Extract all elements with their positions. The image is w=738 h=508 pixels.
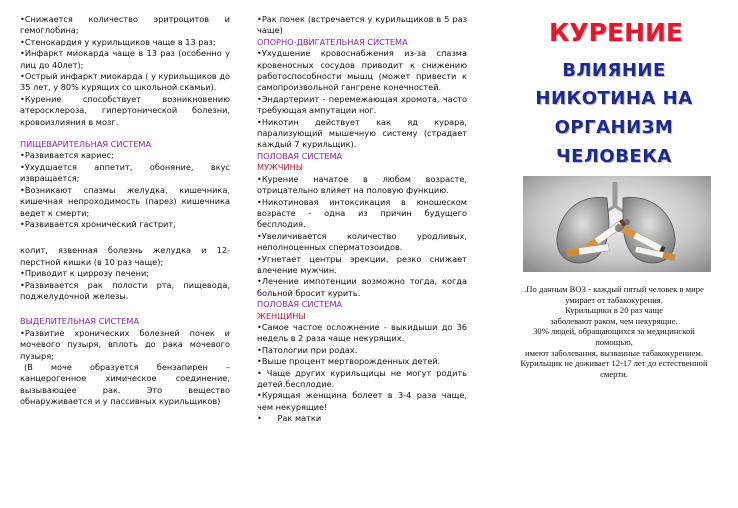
- cover-title: КУРЕНИЕ: [548, 18, 684, 47]
- list-item: •Курящая женщина болеет в 3-4 раза чаще, чем некурящие!: [257, 390, 467, 412]
- musculoskeletal-heading: ОПОРНО-ДВИГАТЕЛЬНАЯ СИСТЕМА: [257, 36, 408, 47]
- men-heading: МУЖЧИНЫ: [257, 162, 303, 173]
- women-heading: ЖЕНЩИНЫ: [257, 310, 306, 321]
- cover-panel: [490, 0, 738, 508]
- excretory-heading: ВЫДЕЛИТЕЛЬНАЯ СИСТЕМА: [20, 316, 140, 327]
- list-item: колит, язвенная болезнь желудка и 12-перстной кишки (в 10 раз чаще);: [20, 245, 230, 267]
- list-item: •Снижается количество эритроцитов и гемоглобина;: [20, 14, 230, 36]
- sexual-system-heading: ПОЛОВАЯ СИСТЕМА: [257, 150, 343, 161]
- list-item: •Развивается хронический гастрит,: [20, 218, 176, 229]
- list-item: •Рак почек (встречается у курильщиков в 5 раз чаще): [257, 14, 467, 36]
- list-item: •Развитие хронических болезней почек и мочевого пузыря, вплоть до рака мочевого пузыря;: [20, 327, 230, 361]
- list-item: •Приводит к циррозу печени;: [20, 268, 150, 279]
- list-item: •Инфаркт миокарда чаще в 13 раз (особенно у лиц до 40лет);: [20, 48, 230, 70]
- cover-subtitle-line: НИКОТИНА НА: [535, 88, 693, 109]
- list-item: • Чаще других курильщицы не могут родить детей.бесплодие.: [257, 367, 467, 389]
- list-item: •Увеличивается количество уродливых, неполноценных сперматозоидов.: [257, 230, 467, 253]
- list-item: •Возникают спазмы желудка, кишечника, кишечная непроходимость (парез) кишечника ведет к смерти;: [20, 184, 230, 218]
- cover-subtitle-line: ЧЕЛОВЕКА: [556, 146, 672, 167]
- list-item: •Патологии при родах.: [257, 344, 358, 355]
- list-item: •Самое частое осложнение - выкидыши до 36 недель в 2 раза чаще некурящих.: [257, 321, 467, 344]
- lungs-cigarettes-image: [523, 176, 711, 272]
- list-item: •Эндартериит - перемежающая хромота, часто требующая ампутации ног.: [257, 93, 467, 116]
- list-item: •Выше процент мертворожденных детей.: [257, 356, 441, 367]
- list-item: •Курение начатое в любом возрасте, отрицательно влияет на половую функцию.: [257, 173, 467, 196]
- list-item: •Острый инфаркт миокарда ( у курильщиков до 35 лет, у 80% курящих со школьной скамьи).: [20, 71, 230, 93]
- cover-subtitle-line: ВЛИЯНИЕ: [562, 60, 666, 81]
- list-item: •Развивается рак полости рта, пищевода, поджелудочной железы.: [20, 279, 230, 301]
- list-item: •Угнетает центры эрекции, резко снижает влечение мужчин.: [257, 253, 467, 275]
- list-item: •Никотиновая интоксикация в юношеском возрасте - одна из причин будущего бесплодия.: [257, 196, 467, 230]
- list-item: •Ухудшение кровоснабжения из-за спазма кровеносных сосудов приводит к снижению работоспособности мышц (может привести к самопроизвольной гангрене конечностей.: [257, 48, 467, 93]
- who-statistics-text: .По данным ВОЗ - каждый пятый человек в мире умирает от табакокурения. Курильщики в 20 раз чаще заболевают раком, чем некурящие. 30% людей, обращающихся за медицинской помощью, имеют заболевания, вызванные табакокурением. Курильщик не доживает 12-17 лет до естественной смерти.: [520, 284, 708, 379]
- digestive-heading: ПИЩЕВАРИТЕЛЬНАЯ СИСТЕМА: [20, 139, 152, 150]
- list-item: •Стенокардия у курильщиков чаще в 13 раз;: [20, 36, 216, 47]
- list-item: (В моче образуется бензапирен – канцерогенное химическое соединение, вызывающее рак. Это вещество обнаруживается и у пассивных курильщиков): [20, 361, 230, 407]
- list-item: •Ухудшается аппетит, обоняние, вкус извращается;: [20, 161, 230, 184]
- list-item: • Рак матки: [257, 413, 322, 424]
- column-middle: [257, 14, 467, 425]
- sexual-system-heading-2: ПОЛОВАЯ СИСТЕМА: [257, 299, 343, 310]
- column-left: [20, 14, 230, 408]
- list-item: •Никотин действует как яд курара, парализующий мышечную систему (страдает каждый 7 курильщик).: [257, 116, 467, 150]
- list-item: •Развивается кариес;: [20, 150, 114, 161]
- list-item: •Курение способствует возникновению атеросклероза, гипертонической болезни, кровоизлияния в мозг.: [20, 93, 230, 127]
- cover-subtitle-line: ОРГАНИЗМ: [554, 117, 674, 138]
- list-item: •Лечение импотенции возможно тогда, когда больной бросит курить.: [257, 276, 467, 298]
